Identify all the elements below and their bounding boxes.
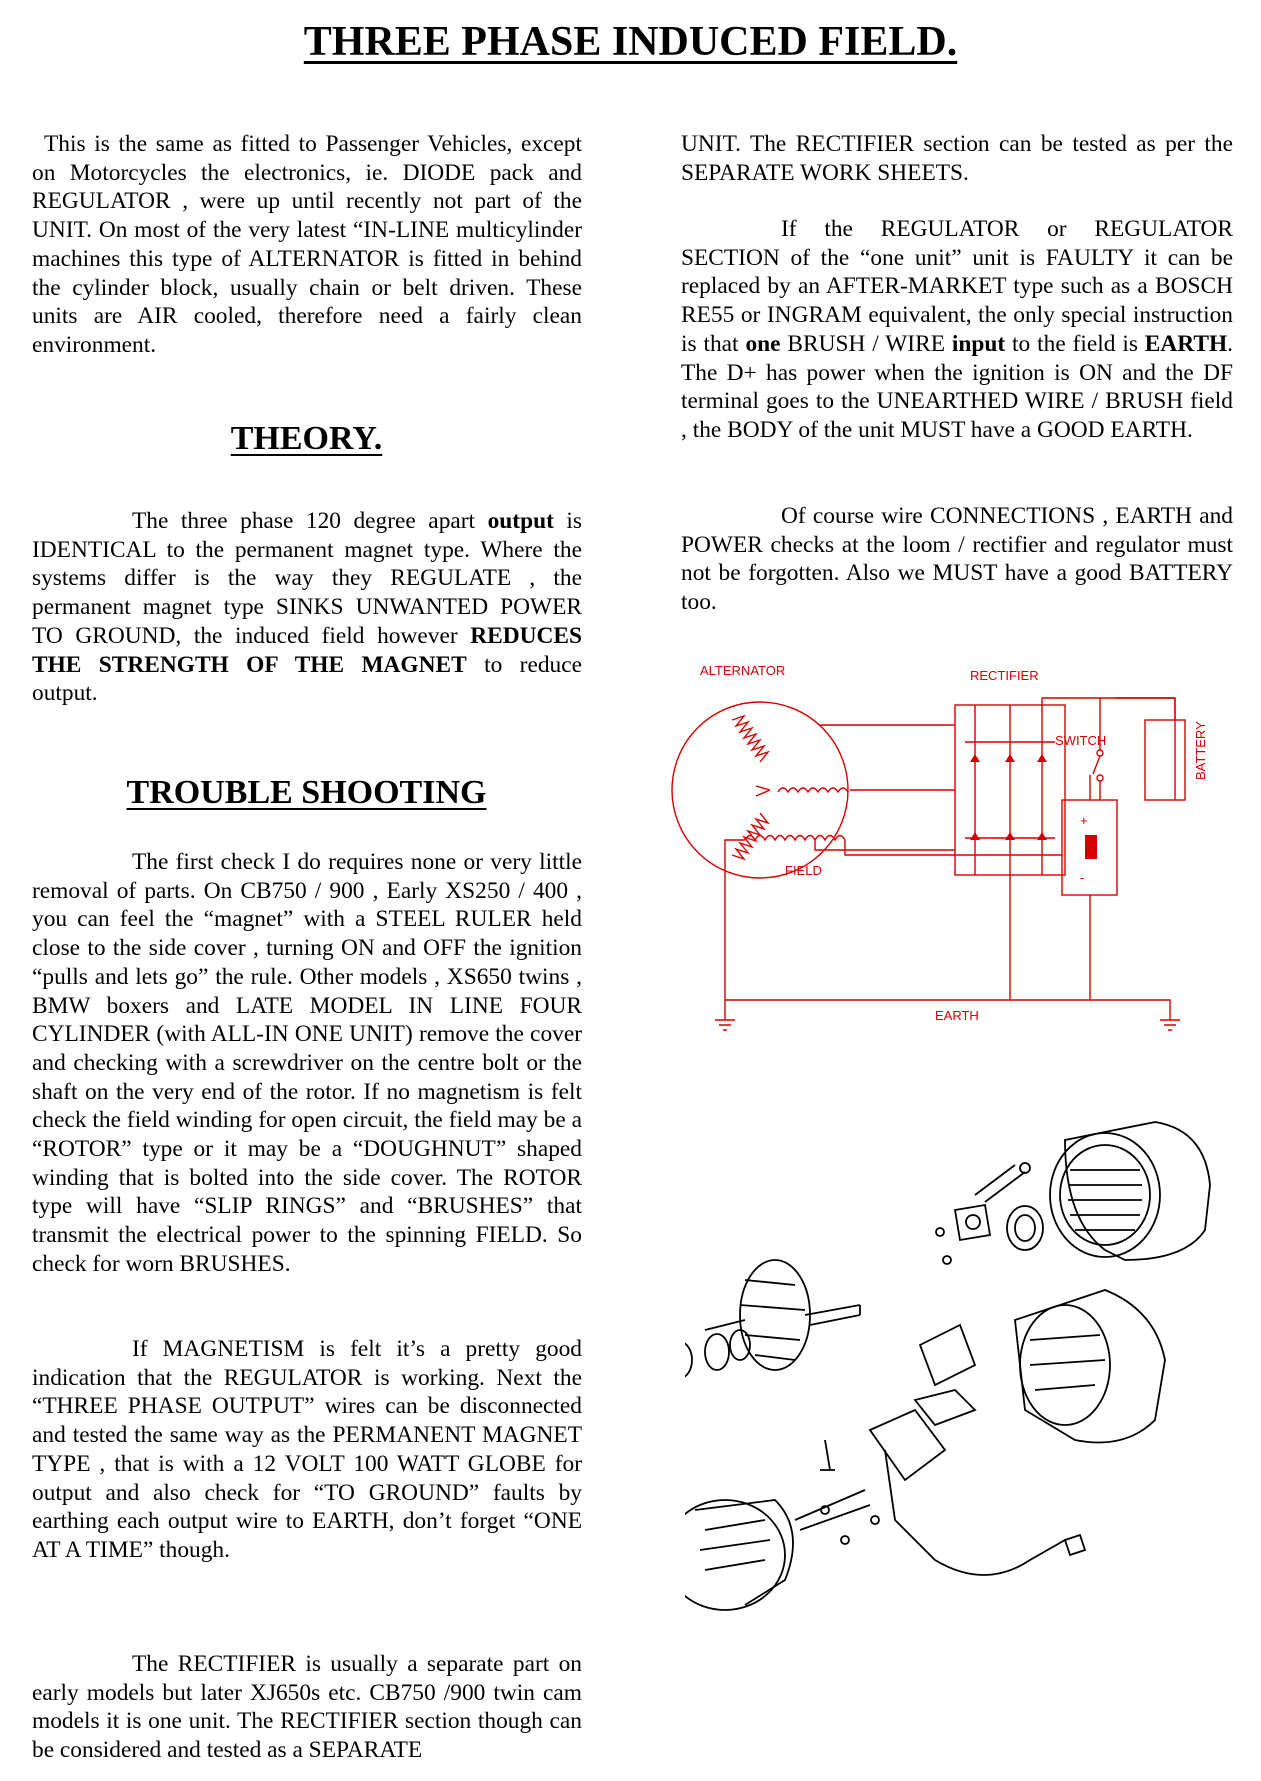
rear-housing-icon	[1050, 1122, 1210, 1260]
plus-label: +	[1080, 813, 1088, 828]
right-paragraph-1: UNIT. The RECTIFIER section can be tested as per the SEPARATE WORK SHEETS.	[681, 131, 1233, 186]
battery-label: BATTERY	[1193, 721, 1208, 780]
theory-heading: THEORY.	[230, 420, 383, 457]
field-label: FIELD	[785, 863, 822, 878]
minus-label: -	[1080, 870, 1085, 885]
troubleshooting-paragraph-2: If MAGNETISM is felt it’s a pretty good indication that the REGULATOR is working. Next the “THREE PHASE OUTPUT” wires can be disconnected and tested the same way as the PERMANENT MAGNET TYPE , that is with a 12 VOLT 100 WATT GLOBE for output and also check for “TO GROUND” faults by earthing each output wire to EARTH, don’t forget “ONE AT A TIME” though.	[32, 1336, 582, 1563]
intro-paragraph: This is the same as fitted to Passenger Vehicles, except on Motorcycles the electronics, ie. DIODE pack and REGULATOR , were up until recently not part of the UNIT. On most of the very latest “IN-LINE multicylinder machines this type of ALTERNATOR is fitted in behind the cylinder block, usually chain or belt driven. These units are AIR cooled, therefore need a fairly clean environment.	[32, 131, 582, 358]
troubleshooting-paragraph-1: The first check I do requires none or very little removal of parts. On CB750 / 900 , Early XS250 / 400 , you can feel the “magnet” with a STEEL RULER held close to the side cover , turning ON and OFF the ignition “pulls and lets go” the rule. Other models , XS650 twins , BMW boxers and LATE MODEL IN LINE FOUR CYLINDER (with ALL-IN ONE UNIT) remove the cover and checking with a screwdriver on the centre bolt or the shaft on the very end of the rotor. If no magnetism is felt check the field winding for open circuit, the field may be a “ROTOR” type or it may be a “DOUGHNUT” shaped winding that is bolted into the side cover. The ROTOR type will have “SLIP RINGS” and “BRUSHES” that transmit the electrical power to the spinning FIELD. So check for worn BRUSHES.	[32, 849, 582, 1277]
theory-paragraph: The three phase 120 degree apart output is IDENTICAL to the permanent magnet type. Where the systems differ is the way they REGULATE , the permanent magnet type SINKS UNWANTED POWER TO GROUND, the induced field however REDUCES THE STRENGTH OF THE MAGNET to reduce output.	[32, 508, 583, 707]
switch-label: SWITCH	[1055, 733, 1107, 748]
stator-housing-icon	[1015, 1290, 1165, 1443]
earth-label: EARTH	[935, 1008, 979, 1023]
alternator-exploded-view-icon	[685, 1110, 1245, 1640]
regulator-paragraph: If the REGULATOR or REGULATOR SECTION of the “one unit” unit is FAULTY it can be replaced by an AFTER-MARKET type such as a BOSCH RE55 or INGRAM equivalent, the only special instruction is that one BRUSH / WIRE input to the field is EARTH. The D+ has power when the ignition is ON and the DF terminal goes to the UNEARTHED WIRE / BRUSH field , the BODY of the unit MUST have a GOOD EARTH.	[681, 216, 1234, 443]
troubleshooting-heading: TROUBLE SHOOTING	[126, 774, 487, 811]
wiring-diagram	[670, 650, 1260, 1110]
rectifier-label: RECTIFIER	[970, 668, 1039, 683]
alternator-label: ALTERNATOR	[700, 663, 786, 678]
front-cover-icon	[685, 1500, 793, 1610]
lamp-box	[1145, 720, 1185, 800]
page-title: THREE PHASE INDUCED FIELD.	[303, 19, 958, 65]
connections-paragraph: Of course wire CONNECTIONS , EARTH and POWER checks at the loom / rectifier and regulator must not be forgotten. Also we MUST have a good BATTERY too.	[681, 503, 1233, 616]
alternator-stator-icon	[672, 702, 848, 878]
troubleshooting-paragraph-3: The RECTIFIER is usually a separate part on early models but later XJ650s etc. CB750 /900 twin cam models it is one unit. The RECTIFIER section though can be considered and tested as a SEPARATE	[32, 1651, 582, 1764]
